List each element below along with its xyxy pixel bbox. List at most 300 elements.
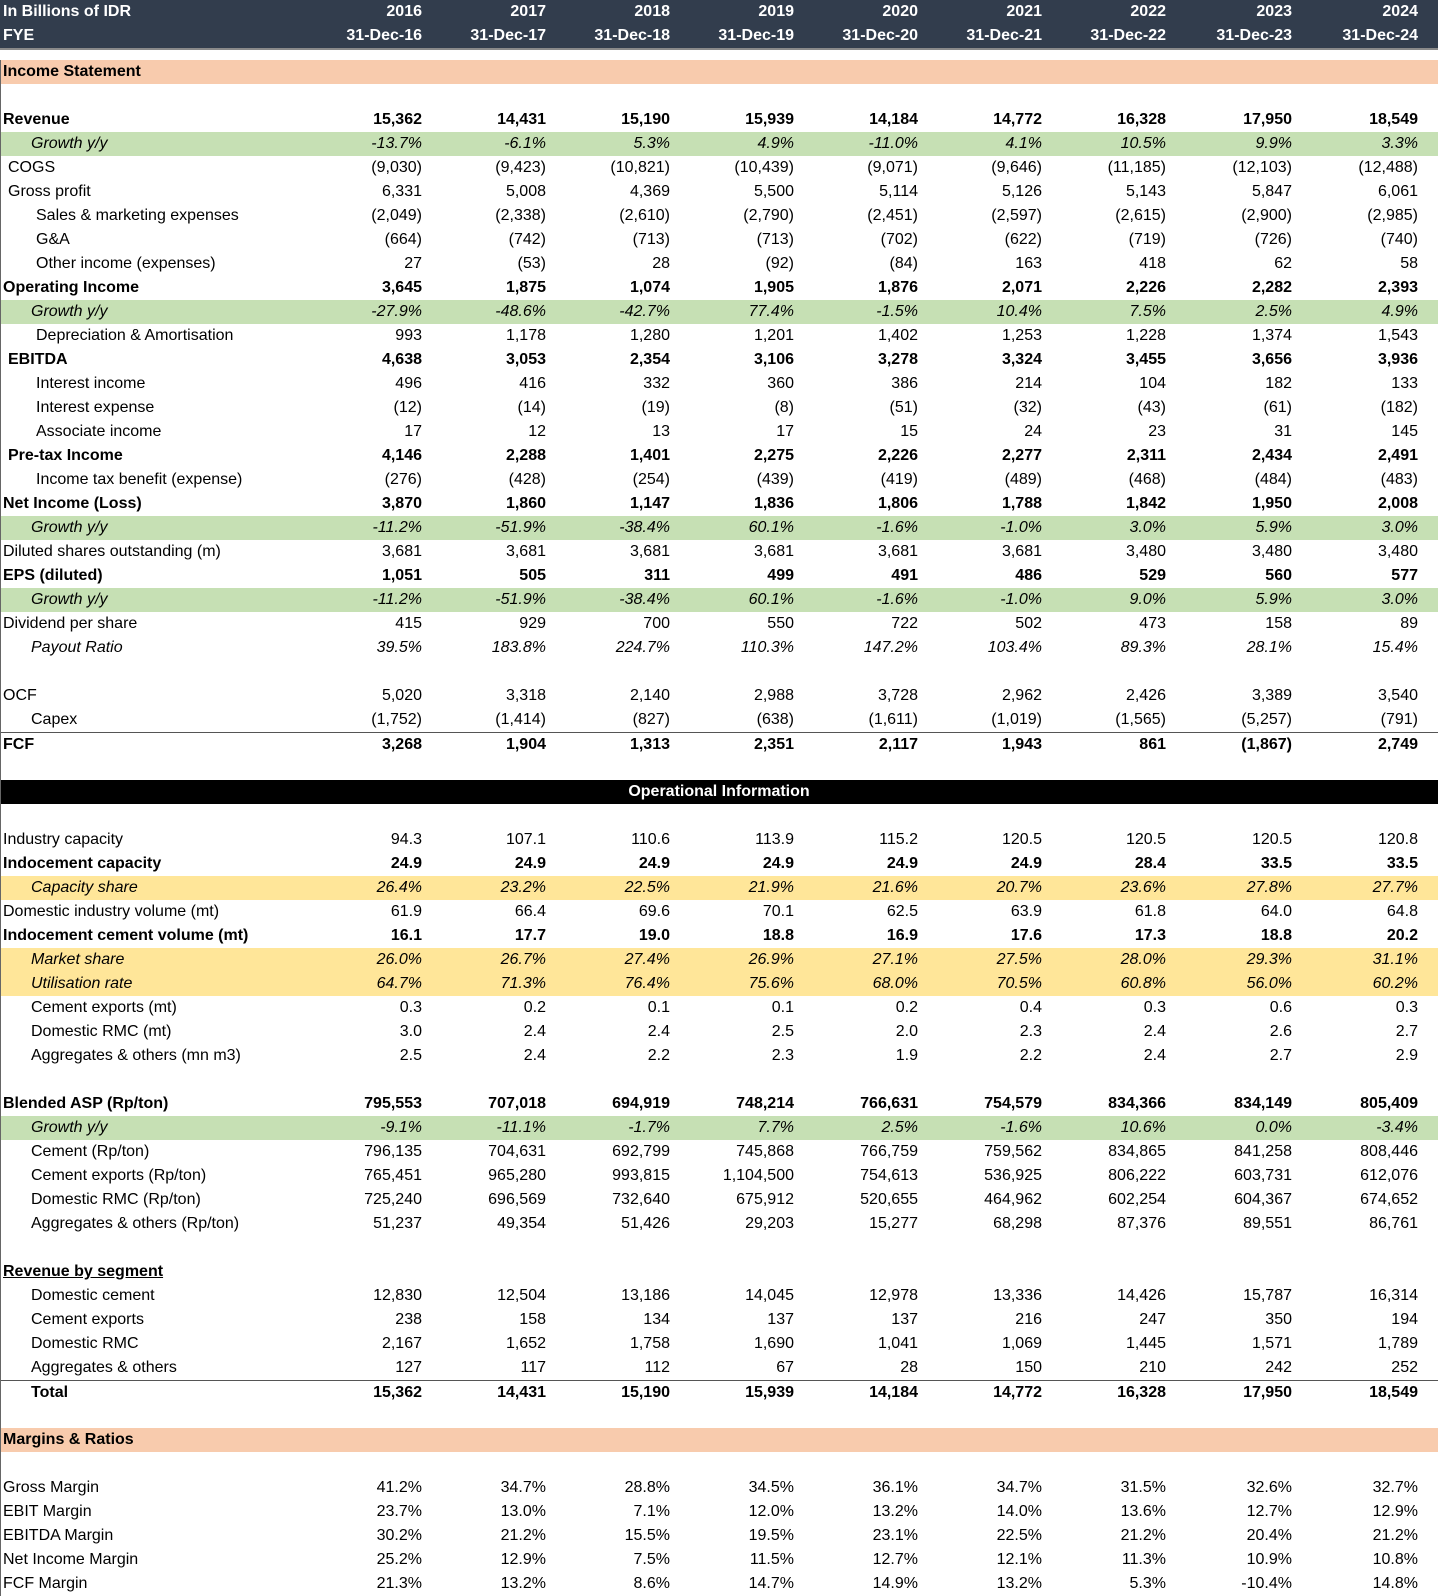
value-cell-2021: 150 <box>1015 1359 1042 1376</box>
value-cell-2021: 2,962 <box>1001 687 1042 704</box>
value-cell-2023: 0.6 <box>1269 999 1292 1016</box>
row-label: Income tax benefit (expense) <box>36 471 243 488</box>
row-label: Domestic RMC <box>31 1335 139 1352</box>
value-cell-2024: 3.0% <box>1381 591 1418 608</box>
value-cell-2024: (12,488) <box>1358 159 1418 176</box>
value-cell-2022: (43) <box>1137 399 1166 416</box>
table-row-revenue-by-segment <box>0 1260 1438 1284</box>
value-cell-2018: 2.4 <box>647 1023 670 1040</box>
value-cell-2022: 14,426 <box>1117 1287 1166 1304</box>
value-cell-2018: 7.1% <box>633 1503 670 1520</box>
value-cell-2018: 993,815 <box>612 1167 670 1184</box>
value-cell-2023: (5,257) <box>1241 711 1292 728</box>
value-cell-2023: 20.4% <box>1246 1527 1292 1544</box>
row-label: Gross profit <box>8 183 91 200</box>
table-row-revenue <box>0 108 1438 132</box>
value-cell-2022: (719) <box>1128 231 1166 248</box>
value-cell-2022: 473 <box>1139 615 1166 632</box>
value-cell-2021: 536,925 <box>984 1167 1042 1184</box>
fye-date-header: 31-Dec-18 <box>594 27 670 44</box>
value-cell-2024: (740) <box>1380 231 1418 248</box>
row-label: EBITDA <box>8 351 68 368</box>
value-cell-2016: -11.2% <box>372 591 422 608</box>
row-label: Revenue by segment <box>3 1263 164 1280</box>
value-cell-2018: 692,799 <box>612 1143 670 1160</box>
value-cell-2018: 2,140 <box>629 687 670 704</box>
value-cell-2022: 23.6% <box>1120 879 1166 896</box>
row-label: Utilisation rate <box>31 975 133 992</box>
value-cell-2022: 1,842 <box>1125 495 1166 512</box>
value-cell-2017: 117 <box>520 1359 546 1376</box>
value-cell-2022: 834,366 <box>1108 1095 1166 1112</box>
table-row-aggregates-and-others-mn-m3 <box>0 1044 1438 1068</box>
value-cell-2021: 1,069 <box>1001 1335 1042 1352</box>
value-cell-2021: 464,962 <box>984 1191 1042 1208</box>
value-cell-2021: (489) <box>1004 471 1042 488</box>
value-cell-2016: 415 <box>395 615 422 632</box>
value-cell-2023: 560 <box>1265 567 1292 584</box>
value-cell-2021: 2.2 <box>1019 1047 1042 1064</box>
value-cell-2021: (9,646) <box>991 159 1042 176</box>
value-cell-2018: -1.7% <box>628 1119 670 1136</box>
value-cell-2021: 68,298 <box>993 1215 1042 1232</box>
value-cell-2020: 115.2 <box>879 831 918 848</box>
value-cell-2024: 674,652 <box>1360 1191 1418 1208</box>
value-cell-2019: 1,836 <box>753 495 794 512</box>
value-cell-2017: -51.9% <box>495 519 546 536</box>
value-cell-2018: -38.4% <box>619 591 670 608</box>
value-cell-2017: 3,681 <box>505 543 546 560</box>
value-cell-2020: (2,451) <box>867 207 918 224</box>
value-cell-2021: -1.6% <box>1000 1119 1042 1136</box>
value-cell-2020: 12.7% <box>872 1551 918 1568</box>
table-row-fcf <box>0 732 1438 756</box>
table-row-growth-y-y <box>0 516 1438 540</box>
value-cell-2019: 26.9% <box>748 951 794 968</box>
value-cell-2019: 1,104,500 <box>722 1167 794 1184</box>
value-cell-2021: 20.7% <box>996 879 1042 896</box>
value-cell-2021: 4.1% <box>1005 135 1042 152</box>
value-cell-2020: (702) <box>880 231 918 248</box>
spacer-row <box>0 1404 1438 1428</box>
value-cell-2024: 18,549 <box>1369 111 1418 128</box>
table-row-operating-income <box>0 276 1438 300</box>
value-cell-2022: (1,565) <box>1115 711 1166 728</box>
value-cell-2022: 89.3% <box>1120 639 1166 656</box>
value-cell-2020: 766,759 <box>860 1143 918 1160</box>
value-cell-2022: 529 <box>1139 567 1166 584</box>
value-cell-2020: 23.1% <box>872 1527 918 1544</box>
value-cell-2019: 1,905 <box>753 279 794 296</box>
value-cell-2018: 2,354 <box>629 351 670 368</box>
row-label: Growth y/y <box>31 135 108 152</box>
value-cell-2019: 675,912 <box>736 1191 794 1208</box>
value-cell-2023: (61) <box>1263 399 1292 416</box>
table-row-domestic-rmc-rp-ton <box>0 1188 1438 1212</box>
value-cell-2019: 18.8 <box>762 927 794 944</box>
value-cell-2021: 2,277 <box>1001 447 1042 464</box>
value-cell-2023: (1,867) <box>1241 736 1292 753</box>
row-label: Domestic cement <box>31 1287 155 1304</box>
value-cell-2024: 3.3% <box>1381 135 1418 152</box>
row-label: Interest expense <box>36 399 155 416</box>
value-cell-2017: 1,904 <box>505 736 546 753</box>
value-cell-2020: 1.9 <box>895 1047 918 1064</box>
value-cell-2024: 12.9% <box>1372 1503 1418 1520</box>
value-cell-2022: 16,328 <box>1117 111 1166 128</box>
value-cell-2017: 17.7 <box>514 927 546 944</box>
value-cell-2018: 19.0 <box>638 927 670 944</box>
row-label: Operating Income <box>3 279 140 296</box>
value-cell-2023: 32.6% <box>1246 1479 1292 1496</box>
value-cell-2020: 68.0% <box>872 975 918 992</box>
value-cell-2021: -1.0% <box>1000 591 1042 608</box>
value-cell-2024: (791) <box>1380 711 1418 728</box>
value-cell-2023: 350 <box>1265 1311 1292 1328</box>
value-cell-2018: 7.5% <box>633 1551 670 1568</box>
value-cell-2019: (713) <box>756 231 794 248</box>
value-cell-2018: (254) <box>632 471 670 488</box>
value-cell-2020: 491 <box>891 567 918 584</box>
value-cell-2017: 2.4 <box>523 1023 546 1040</box>
value-cell-2023: 834,149 <box>1234 1095 1292 1112</box>
value-cell-2019: 75.6% <box>748 975 794 992</box>
value-cell-2019: 70.1 <box>762 903 794 920</box>
fye-date-header: 31-Dec-24 <box>1342 27 1418 44</box>
value-cell-2016: 3.0 <box>399 1023 422 1040</box>
value-cell-2019: 113.9 <box>755 831 794 848</box>
table-row-ebitda-margin <box>0 1524 1438 1548</box>
value-cell-2018: 15.5% <box>624 1527 670 1544</box>
value-cell-2021: 2,071 <box>1001 279 1042 296</box>
value-cell-2017: 965,280 <box>488 1167 546 1184</box>
section-header-income-statement <box>0 60 1438 84</box>
value-cell-2019: 2,988 <box>753 687 794 704</box>
value-cell-2020: 3,278 <box>877 351 918 368</box>
row-label: Domestic industry volume (mt) <box>3 903 220 920</box>
value-cell-2022: 28.4 <box>1134 855 1166 872</box>
value-cell-2020: 0.2 <box>895 999 918 1016</box>
value-cell-2022: 61.8 <box>1134 903 1166 920</box>
value-cell-2023: 2,434 <box>1251 447 1292 464</box>
table-row-domestic-rmc <box>0 1332 1438 1356</box>
value-cell-2017: 13.0% <box>500 1503 546 1520</box>
value-cell-2016: 3,681 <box>381 543 422 560</box>
value-cell-2017: 2.4 <box>523 1047 546 1064</box>
value-cell-2023: 120.5 <box>1251 831 1292 848</box>
value-cell-2023: 27.8% <box>1246 879 1292 896</box>
value-cell-2019: (638) <box>756 711 794 728</box>
value-cell-2019: 7.7% <box>757 1119 794 1136</box>
value-cell-2021: 22.5% <box>996 1527 1042 1544</box>
value-cell-2024: 4.9% <box>1381 303 1418 320</box>
row-label: Interest income <box>36 375 146 392</box>
value-cell-2024: 16,314 <box>1369 1287 1418 1304</box>
value-cell-2022: 13.6% <box>1120 1503 1166 1520</box>
value-cell-2020: 1,041 <box>877 1335 918 1352</box>
value-cell-2018: -38.4% <box>619 519 670 536</box>
value-cell-2019: 19.5% <box>748 1527 794 1544</box>
value-cell-2017: 23.2% <box>500 879 546 896</box>
value-cell-2019: 14,045 <box>745 1287 794 1304</box>
value-cell-2018: 51,426 <box>621 1215 670 1232</box>
row-label: EBIT Margin <box>3 1503 92 1520</box>
table-row-cement-exports-mt <box>0 996 1438 1020</box>
value-cell-2016: 17 <box>404 423 422 440</box>
value-cell-2020: 16.9 <box>886 927 918 944</box>
value-cell-2023: 9.9% <box>1255 135 1292 152</box>
value-cell-2022: 806,222 <box>1108 1167 1166 1184</box>
year-header: 2017 <box>510 3 546 20</box>
value-cell-2020: 2.0 <box>895 1023 918 1040</box>
value-cell-2018: (19) <box>641 399 670 416</box>
value-cell-2021: 13.2% <box>996 1575 1042 1592</box>
table-row-cogs <box>0 156 1438 180</box>
value-cell-2018: 1,401 <box>629 447 670 464</box>
row-label: EBITDA Margin <box>3 1527 114 1544</box>
value-cell-2021: 27.5% <box>996 951 1042 968</box>
value-cell-2020: 15 <box>900 423 918 440</box>
table-row-cement-exports <box>0 1308 1438 1332</box>
value-cell-2019: (2,790) <box>743 207 794 224</box>
table-row-ocf <box>0 684 1438 708</box>
value-cell-2023: 841,258 <box>1234 1143 1292 1160</box>
value-cell-2023: 2,282 <box>1251 279 1292 296</box>
value-cell-2024: 15.4% <box>1372 639 1418 656</box>
value-cell-2022: 31.5% <box>1120 1479 1166 1496</box>
value-cell-2024: 612,076 <box>1360 1167 1418 1184</box>
value-cell-2024: 2,749 <box>1377 736 1418 753</box>
value-cell-2023: 3,656 <box>1251 351 1292 368</box>
value-cell-2016: 61.9 <box>390 903 422 920</box>
value-cell-2017: -48.6% <box>495 303 546 320</box>
value-cell-2021: 13,336 <box>993 1287 1042 1304</box>
fye-date-header: 31-Dec-19 <box>718 27 794 44</box>
value-cell-2022: 7.5% <box>1129 303 1166 320</box>
value-cell-2023: 182 <box>1265 375 1292 392</box>
value-cell-2017: 12 <box>528 423 546 440</box>
spacer-row <box>0 804 1438 828</box>
spacer-row <box>0 1452 1438 1476</box>
value-cell-2016: -27.9% <box>371 303 422 320</box>
value-cell-2020: 754,613 <box>860 1167 918 1184</box>
value-cell-2023: 62 <box>1274 255 1292 272</box>
value-cell-2024: 252 <box>1391 1359 1418 1376</box>
value-cell-2020: 62.5 <box>886 903 918 920</box>
value-cell-2023: 28.1% <box>1246 639 1292 656</box>
value-cell-2016: 795,553 <box>364 1095 422 1112</box>
table-row-market-share <box>0 948 1438 972</box>
row-label: Indocement cement volume (mt) <box>3 927 249 944</box>
value-cell-2021: 34.7% <box>996 1479 1042 1496</box>
value-cell-2021: 70.5% <box>996 975 1042 992</box>
value-cell-2016: 4,146 <box>381 447 422 464</box>
value-cell-2021: 14.0% <box>996 1503 1042 1520</box>
row-label: Growth y/y <box>31 519 108 536</box>
value-cell-2021: 1,788 <box>1001 495 1042 512</box>
value-cell-2016: 25.2% <box>376 1551 422 1568</box>
spacer-row <box>0 756 1438 780</box>
value-cell-2016: (12) <box>393 399 422 416</box>
value-cell-2018: 15,190 <box>621 1384 670 1401</box>
value-cell-2018: 332 <box>643 375 670 392</box>
value-cell-2016: (664) <box>384 231 422 248</box>
value-cell-2016: 23.7% <box>376 1503 422 1520</box>
table-row-ebit-margin <box>0 1500 1438 1524</box>
value-cell-2018: -42.7% <box>619 303 670 320</box>
value-cell-2021: 63.9 <box>1010 903 1042 920</box>
table-row-domestic-industry-volume-mt <box>0 900 1438 924</box>
value-cell-2023: 1,571 <box>1251 1335 1292 1352</box>
value-cell-2017: -11.1% <box>496 1119 546 1136</box>
value-cell-2020: 3,728 <box>877 687 918 704</box>
value-cell-2022: 3,480 <box>1125 543 1166 560</box>
table-row-gross-profit <box>0 180 1438 204</box>
value-cell-2017: (53) <box>517 255 546 272</box>
value-cell-2021: 216 <box>1015 1311 1042 1328</box>
value-cell-2023: 1,950 <box>1251 495 1292 512</box>
value-cell-2019: 12.0% <box>748 1503 794 1520</box>
value-cell-2018: 22.5% <box>624 879 670 896</box>
unit-label: In Billions of IDR <box>3 3 131 20</box>
value-cell-2024: 60.2% <box>1372 975 1418 992</box>
value-cell-2019: 110.3% <box>740 639 794 656</box>
year-header: 2018 <box>634 3 670 20</box>
fye-date-header: 31-Dec-21 <box>966 27 1042 44</box>
value-cell-2022: 2,311 <box>1126 447 1166 464</box>
row-label: Net Income (Loss) <box>3 495 142 512</box>
value-cell-2019: (92) <box>765 255 794 272</box>
table-row-total <box>0 1380 1438 1404</box>
value-cell-2018: 0.1 <box>647 999 670 1016</box>
year-header: 2023 <box>1256 3 1292 20</box>
value-cell-2018: 1,758 <box>629 1335 670 1352</box>
band-title: Operational Information <box>628 783 810 800</box>
value-cell-2020: 1,876 <box>877 279 918 296</box>
year-header: 2019 <box>758 3 794 20</box>
value-cell-2019: 34.5% <box>748 1479 794 1496</box>
value-cell-2016: 2,167 <box>381 1335 422 1352</box>
value-cell-2018: 2.2 <box>647 1047 670 1064</box>
header-row-dates <box>0 24 1438 48</box>
value-cell-2024: 21.2% <box>1372 1527 1418 1544</box>
value-cell-2022: 834,865 <box>1108 1143 1166 1160</box>
table-row-dividend-per-share <box>0 612 1438 636</box>
value-cell-2019: (8) <box>774 399 794 416</box>
table-row-ganda <box>0 228 1438 252</box>
value-cell-2020: 2.5% <box>881 1119 918 1136</box>
table-row-gross-margin <box>0 1476 1438 1500</box>
value-cell-2020: 520,655 <box>860 1191 918 1208</box>
value-cell-2016: 39.5% <box>376 639 422 656</box>
value-cell-2020: 766,631 <box>860 1095 918 1112</box>
row-label: Market share <box>31 951 125 968</box>
table-row-payout-ratio <box>0 636 1438 660</box>
value-cell-2022: 28.0% <box>1120 951 1166 968</box>
value-cell-2024: 86,761 <box>1369 1215 1418 1232</box>
value-cell-2017: 696,569 <box>488 1191 546 1208</box>
value-cell-2024: 27.7% <box>1372 879 1418 896</box>
value-cell-2017: 929 <box>519 615 546 632</box>
value-cell-2022: 1,228 <box>1125 327 1166 344</box>
value-cell-2018: 4,369 <box>629 183 670 200</box>
value-cell-2024: (182) <box>1380 399 1418 416</box>
value-cell-2020: 1,402 <box>877 327 918 344</box>
value-cell-2018: 27.4% <box>624 951 670 968</box>
row-label: Cement exports (Rp/ton) <box>31 1167 207 1184</box>
table-row-interest-income <box>0 372 1438 396</box>
value-cell-2020: 3,681 <box>877 543 918 560</box>
value-cell-2020: 137 <box>891 1311 918 1328</box>
fye-date-header: 31-Dec-23 <box>1216 27 1292 44</box>
value-cell-2024: 145 <box>1391 423 1418 440</box>
table-row-utilisation-rate <box>0 972 1438 996</box>
value-cell-2024: 58 <box>1400 255 1418 272</box>
value-cell-2019: 745,868 <box>736 1143 794 1160</box>
value-cell-2017: 26.7% <box>500 951 546 968</box>
value-cell-2017: 158 <box>519 1311 546 1328</box>
value-cell-2019: 360 <box>767 375 794 392</box>
value-cell-2018: 694,919 <box>612 1095 670 1112</box>
value-cell-2016: 41.2% <box>376 1479 422 1496</box>
value-cell-2018: 5.3% <box>633 135 670 152</box>
value-cell-2019: 2.3 <box>771 1047 794 1064</box>
value-cell-2019: 2,351 <box>753 736 794 753</box>
section-title: Margins & Ratios <box>3 1431 134 1448</box>
value-cell-2018: (2,610) <box>619 207 670 224</box>
value-cell-2021: (32) <box>1013 399 1042 416</box>
value-cell-2016: 796,135 <box>364 1143 422 1160</box>
spacer-row <box>0 1236 1438 1260</box>
value-cell-2024: 3.0% <box>1381 519 1418 536</box>
row-label: FCF <box>3 736 35 753</box>
value-cell-2021: 1,253 <box>1001 327 1042 344</box>
value-cell-2020: -1.6% <box>876 519 918 536</box>
value-cell-2020: 1,806 <box>877 495 918 512</box>
row-label: Total <box>31 1384 69 1401</box>
value-cell-2024: 31.1% <box>1372 951 1418 968</box>
value-cell-2023: 3,480 <box>1251 543 1292 560</box>
value-cell-2020: (9,071) <box>867 159 918 176</box>
fye-date-header: 31-Dec-20 <box>842 27 918 44</box>
value-cell-2019: 17 <box>776 423 794 440</box>
value-cell-2019: 15,939 <box>745 111 794 128</box>
value-cell-2020: (84) <box>889 255 918 272</box>
value-cell-2019: 29,203 <box>745 1215 794 1232</box>
value-cell-2019: 77.4% <box>748 303 794 320</box>
value-cell-2018: (713) <box>632 231 670 248</box>
value-cell-2022: 3,455 <box>1125 351 1166 368</box>
table-row-growth-y-y <box>0 132 1438 156</box>
year-header: 2020 <box>882 3 918 20</box>
value-cell-2016: 765,451 <box>364 1167 422 1184</box>
value-cell-2017: 5,008 <box>505 183 546 200</box>
value-cell-2021: 24 <box>1024 423 1042 440</box>
value-cell-2017: 34.7% <box>500 1479 546 1496</box>
value-cell-2023: 2.7 <box>1269 1047 1292 1064</box>
value-cell-2021: (622) <box>1004 231 1042 248</box>
value-cell-2024: 2,008 <box>1377 495 1418 512</box>
table-row-domestic-rmc-mt <box>0 1020 1438 1044</box>
table-row-indocement-capacity <box>0 852 1438 876</box>
value-cell-2019: 11.5% <box>749 1551 794 1568</box>
value-cell-2022: 9.0% <box>1129 591 1166 608</box>
value-cell-2024: 10.8% <box>1372 1551 1418 1568</box>
value-cell-2016: 15,362 <box>373 111 422 128</box>
value-cell-2024: 120.8 <box>1377 831 1418 848</box>
year-header: 2021 <box>1006 3 1042 20</box>
row-label: Growth y/y <box>31 591 108 608</box>
